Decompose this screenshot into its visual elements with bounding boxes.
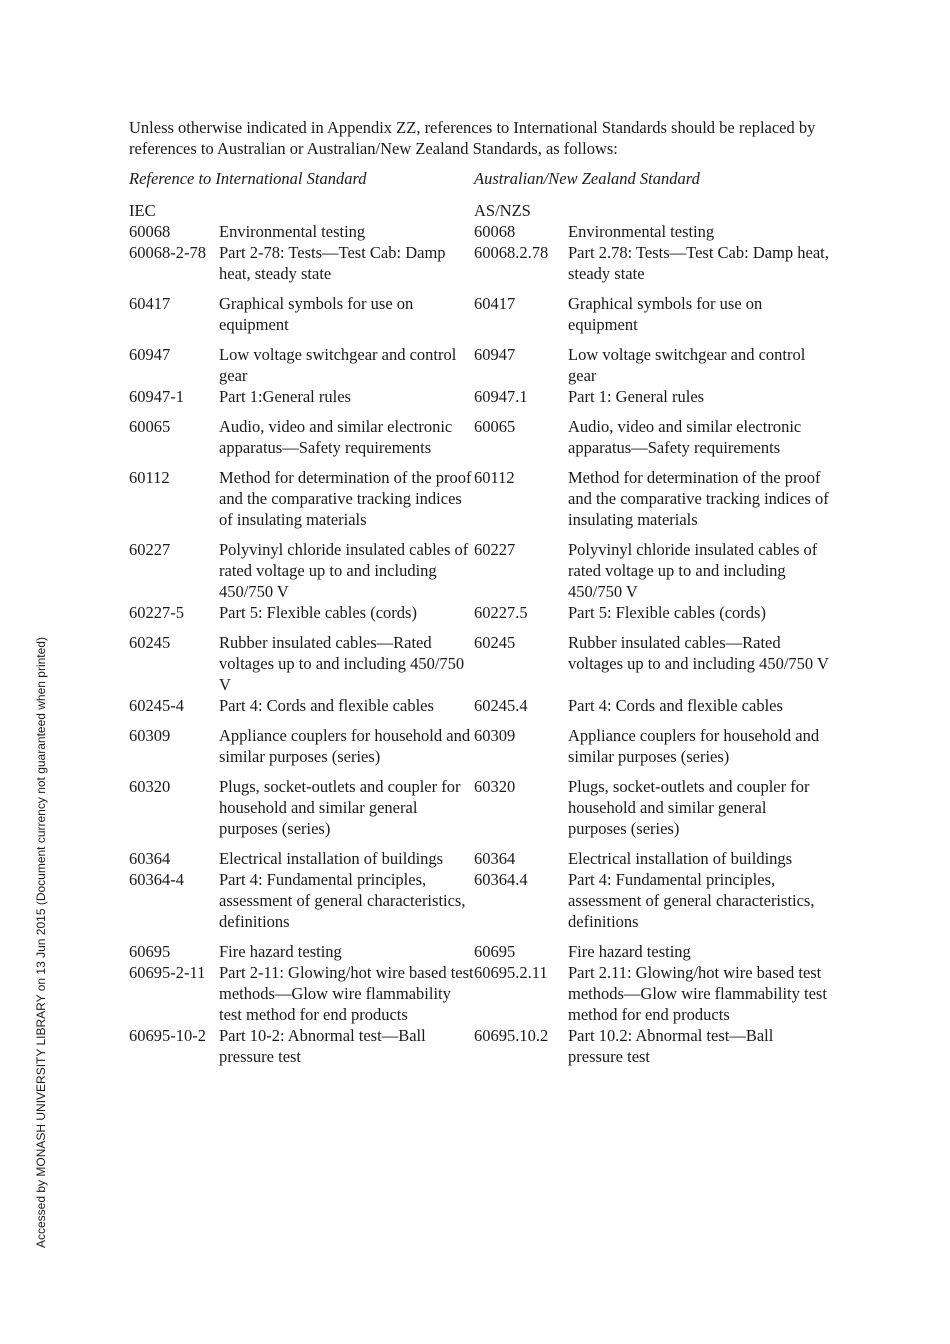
as-number: 60947.1 (474, 387, 528, 406)
as-number: 60695.2.11 (474, 963, 548, 982)
as-title: Part 4: Cords and flexible cables (568, 696, 783, 715)
iec-number: 60695-10-2 (129, 1026, 206, 1045)
iec-title: Appliance couplers for household and similar purposes (series) (219, 726, 471, 766)
table-row (129, 632, 829, 695)
as-number: 60068 (474, 222, 516, 241)
as-number: 60695 (474, 942, 516, 961)
as-title: Audio, video and similar electronic apparatus—Safety requirements (568, 417, 802, 457)
as-title: Environmental testing (568, 222, 715, 241)
heading-australian: Australian/New Zealand Standard (474, 169, 700, 188)
table-row (129, 1025, 829, 1067)
as-title: Part 10.2: Abnormal test—Ball pressure test (568, 1026, 774, 1066)
table-row (129, 539, 829, 602)
iec-title: Audio, video and similar electronic apparatus—Safety requirements (219, 417, 453, 457)
access-watermark: Accessed by MONASH UNIVERSITY LIBRARY on 13 Jun 2015 (Document currency not guaranteed when printed) (34, 637, 48, 1248)
table-row (129, 200, 829, 221)
column-headings (129, 168, 829, 189)
as-title (568, 200, 829, 221)
table-row (129, 962, 829, 1025)
iec-number: 60068-2-78 (129, 243, 206, 262)
iec-number: 60320 (129, 777, 171, 796)
iec-title: Graphical symbols for use on equipment (219, 294, 414, 334)
as-number: 60364.4 (474, 870, 528, 889)
iec-title: Rubber insulated cables—Rated voltages up to and including 450/750 V (219, 633, 465, 694)
table-row (129, 602, 829, 623)
heading-international: Reference to International Standard (129, 169, 367, 188)
iec-title (219, 200, 474, 221)
as-title: Electrical installation of buildings (568, 849, 793, 868)
iec-number: 60947 (129, 345, 171, 364)
as-title: Fire hazard testing (568, 942, 691, 961)
table-row (129, 467, 829, 530)
reference-table (129, 200, 829, 1067)
as-title: Part 4: Fundamental principles, assessment of general characteristics, definitions (568, 870, 815, 931)
as-title: Graphical symbols for use on equipment (568, 294, 763, 334)
iec-title: Part 4: Cords and flexible cables (219, 696, 434, 715)
as-title: Method for determination of the proof and the comparative tracking indices of insulating materials (568, 468, 829, 529)
as-number: 60227.5 (474, 603, 528, 622)
iec-number: 60112 (129, 468, 170, 487)
iec-number: 60227-5 (129, 603, 184, 622)
as-number: 60364 (474, 849, 516, 868)
iec-number: 60065 (129, 417, 171, 436)
table-row (129, 416, 829, 458)
as-title: Part 2.11: Glowing/hot wire based test methods—Glow wire flammability test method for end products (568, 963, 827, 1024)
iec-title: Part 4: Fundamental principles, assessment of general characteristics, definitions (219, 870, 466, 931)
iec-title: Part 10-2: Abnormal test—Ball pressure test (219, 1026, 426, 1066)
document-page (129, 117, 829, 1067)
as-title: Part 1: General rules (568, 387, 705, 406)
iec-title: Polyvinyl chloride insulated cables of rated voltage up to and including 450/750 V (219, 540, 469, 601)
as-title: Part 2.78: Tests—Test Cab: Damp heat, steady state (568, 243, 829, 283)
as-number: 60417 (474, 294, 516, 313)
iec-title: Plugs, socket-outlets and coupler for household and similar general purposes (series) (219, 777, 461, 838)
table-row (129, 869, 829, 932)
iec-number: 60245-4 (129, 696, 184, 715)
iec-title: Fire hazard testing (219, 942, 342, 961)
as-number: 60947 (474, 345, 516, 364)
iec-title: Part 2-78: Tests—Test Cab: Damp heat, steady state (219, 243, 446, 283)
iec-number: 60695 (129, 942, 171, 961)
iec-number: 60695-2-11 (129, 963, 206, 982)
iec-number: 60227 (129, 540, 171, 559)
table-row (129, 848, 829, 869)
as-number: AS/NZS (474, 201, 531, 220)
iec-title: Low voltage switchgear and control gear (219, 345, 457, 385)
iec-number: 60364-4 (129, 870, 184, 889)
table-row (129, 221, 829, 242)
as-number: 60112 (474, 468, 515, 487)
iec-number: IEC (129, 201, 156, 220)
iec-number: 60947-1 (129, 387, 184, 406)
iec-number: 60309 (129, 726, 171, 745)
table-row (129, 695, 829, 716)
iec-number: 60364 (129, 849, 171, 868)
as-title: Low voltage switchgear and control gear (568, 345, 806, 385)
as-number: 60695.10.2 (474, 1026, 549, 1045)
iec-title: Electrical installation of buildings (219, 849, 444, 868)
table-row (129, 776, 829, 839)
table-row (129, 242, 829, 284)
as-number: 60309 (474, 726, 516, 745)
iec-title: Method for determination of the proof and the comparative tracking indices of insulating materials (219, 468, 472, 529)
as-title: Part 5: Flexible cables (cords) (568, 603, 766, 622)
table-row (129, 293, 829, 335)
as-number: 60227 (474, 540, 516, 559)
intro-paragraph: Unless otherwise indicated in Appendix ZZ, references to International Standards should be replaced by references to Australian or Australian/New Zealand Standards, as follows: (129, 118, 816, 158)
as-number: 60245.4 (474, 696, 528, 715)
as-title: Plugs, socket-outlets and coupler for household and similar general purposes (series) (568, 777, 810, 838)
table-row (129, 344, 829, 386)
table-row (129, 941, 829, 962)
table-row (129, 386, 829, 407)
iec-number: 60068 (129, 222, 171, 241)
iec-title: Part 5: Flexible cables (cords) (219, 603, 417, 622)
as-title: Rubber insulated cables—Rated voltages up to and including 450/750 V (568, 633, 829, 673)
table-row (129, 725, 829, 767)
iec-number: 60417 (129, 294, 171, 313)
as-number: 60320 (474, 777, 516, 796)
iec-number: 60245 (129, 633, 171, 652)
as-title: Polyvinyl chloride insulated cables of rated voltage up to and including 450/750 V (568, 540, 818, 601)
iec-title: Part 1:General rules (219, 387, 351, 406)
iec-title: Environmental testing (219, 222, 366, 241)
as-title: Appliance couplers for household and similar purposes (series) (568, 726, 820, 766)
as-number: 60245 (474, 633, 516, 652)
iec-title: Part 2-11: Glowing/hot wire based test methods—Glow wire flammability test method for end products (219, 963, 474, 1024)
as-number: 60065 (474, 417, 516, 436)
as-number: 60068.2.78 (474, 243, 549, 262)
